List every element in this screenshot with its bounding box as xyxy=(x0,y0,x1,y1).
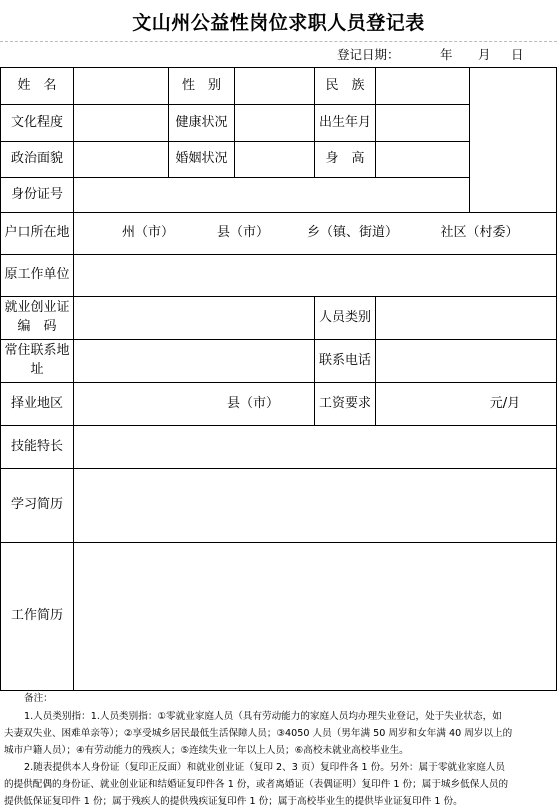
label-phone: 联系电话 xyxy=(318,352,371,368)
label-ethnicity: 民 族 xyxy=(325,77,365,93)
address-field[interactable] xyxy=(74,340,314,382)
height-field[interactable] xyxy=(376,142,469,177)
former-unit-field[interactable] xyxy=(74,255,556,296)
photo-box[interactable] xyxy=(470,68,556,212)
label-employment-cert-line1: 就业创业证 xyxy=(4,300,70,316)
health-field[interactable] xyxy=(235,105,314,141)
date-year: 年 xyxy=(440,47,453,62)
label-education: 文化程度 xyxy=(10,114,63,130)
label-address-line2: 址 xyxy=(30,362,44,377)
job-area-county: 县（市） xyxy=(226,395,279,411)
name-field[interactable] xyxy=(74,68,168,104)
hukou-prefecture: 州（市） xyxy=(121,225,174,241)
label-height: 身 高 xyxy=(325,151,365,167)
education-field[interactable] xyxy=(74,105,168,141)
label-employment-cert xyxy=(1,297,73,339)
person-type-field[interactable] xyxy=(376,297,556,339)
label-id-number: 身份证号 xyxy=(10,186,63,202)
employment-cert-field[interactable] xyxy=(74,297,314,339)
label-salary: 工资要求 xyxy=(318,395,371,411)
label-employment-cert-line2: 编 码 xyxy=(17,319,57,334)
label-former-unit: 原工作单位 xyxy=(4,267,70,283)
label-study: 学习简历 xyxy=(10,497,63,513)
label-politics: 政治面貌 xyxy=(10,151,63,167)
form-title: 文山州公益性岗位求职人员登记表 xyxy=(132,12,425,34)
ethnicity-field[interactable] xyxy=(376,68,469,104)
gender-field[interactable] xyxy=(235,68,314,104)
birth-field[interactable] xyxy=(376,105,469,141)
label-hukou: 户口所在地 xyxy=(4,225,70,241)
table-border-bottom xyxy=(0,690,557,691)
label-name: 姓 名 xyxy=(17,77,57,93)
note-1-line1: 1.人员类别指：1.人员类别指：①零就业家庭人员（具有劳动能力的家庭人员均办理失业登记，处于失业状态，如 xyxy=(24,711,502,722)
note-2-line3: 提供低保证复印件 1 份；属于残疾人的提供残疾证复印件 1 份；属于高校毕业生的提供毕业证复印件 1 份。 xyxy=(4,796,463,807)
date-label: 登记日期： xyxy=(337,47,400,62)
label-health: 健康状况 xyxy=(175,114,228,130)
label-marital: 婚姻状况 xyxy=(175,151,228,167)
note-2-line2: 的提供配偶的身份证、就业创业证和结婚证复印件各 1 份，或者离婚证（表偶证明）复印件 1 份；属于城乡低保人员的 xyxy=(4,779,509,790)
date-day: 日 xyxy=(511,47,524,62)
hukou-county: 县（市） xyxy=(216,225,269,241)
marital-field[interactable] xyxy=(235,142,314,177)
label-address-line1: 常住联系地 xyxy=(4,343,70,359)
label-birth: 出生年月 xyxy=(318,114,371,130)
label-gender: 性 别 xyxy=(181,77,221,93)
skills-field[interactable] xyxy=(74,426,556,468)
date-month: 月 xyxy=(478,47,491,62)
divider xyxy=(0,41,557,42)
note-1-line2: 夫妻双失业、困难单亲等）；②享受城乡居民最低生活保障人员；③4050 人员（男年满 50 周岁和女年满 40 周岁以上的 xyxy=(4,728,513,739)
politics-field[interactable] xyxy=(74,142,168,177)
label-address xyxy=(1,340,73,382)
hukou-township: 乡（镇、街道） xyxy=(306,225,398,241)
phone-field[interactable] xyxy=(376,340,556,382)
label-skills: 技能特长 xyxy=(10,438,63,454)
note-1-line3: 城市户籍人员）；④有劳动能力的残疾人；⑤连续失业一年以上人员；⑥高校未就业高校毕业生。 xyxy=(4,745,409,756)
study-field[interactable] xyxy=(74,469,556,542)
note-2-line1: 2.随表提供本人身份证（复印正反面）和就业创业证（复印 2、3 页）复印件各 1 份。另外：属于零就业家庭人员 xyxy=(24,762,505,773)
notes-heading: 备注： xyxy=(24,693,53,704)
label-work: 工作简历 xyxy=(10,608,63,624)
salary-unit: 元/月 xyxy=(489,395,521,411)
hukou-community: 社区（村委） xyxy=(440,225,519,241)
label-person-type: 人员类别 xyxy=(318,309,371,325)
registration-date-line xyxy=(0,45,557,63)
id-number-field[interactable] xyxy=(74,178,469,212)
work-field[interactable] xyxy=(74,543,556,690)
label-job-area: 择业地区 xyxy=(10,395,63,411)
